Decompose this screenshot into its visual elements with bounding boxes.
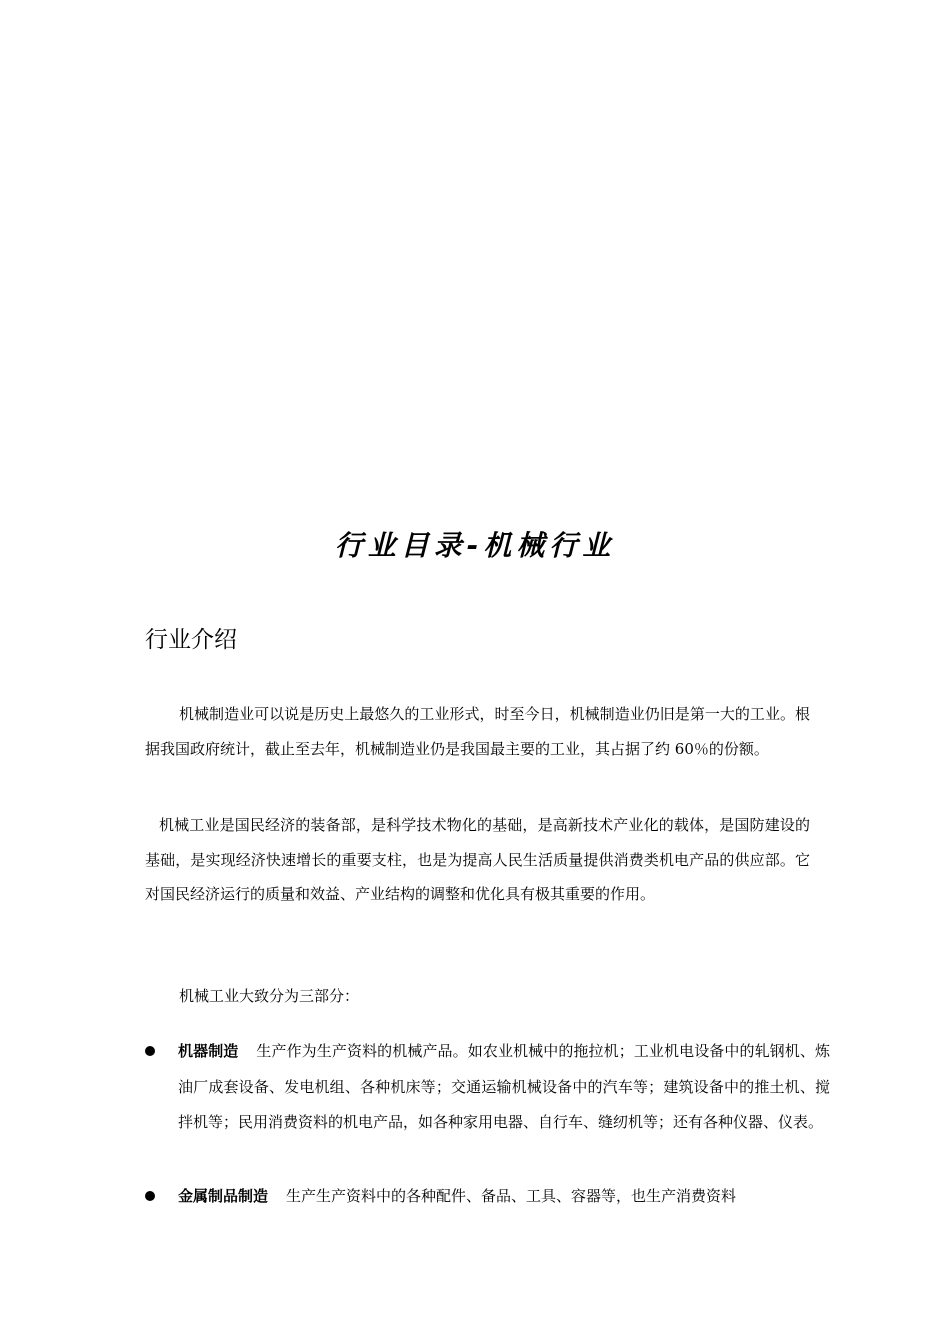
bullet-icon	[145, 1191, 155, 1201]
paragraph-categories-intro: 机械工业大致分为三部分：	[179, 987, 360, 1005]
list-item-content	[178, 1179, 830, 1215]
paragraph-role: 机械工业是国民经济的装备部，是科学技术物化的基础，是高新技术产业化的载体，是国防建设的基础，是实现经济快速增长的重要支柱，也是为提高人民生活质量提供消费类机电产品的供应部。它对国民经济运行的质量和效益、产业结构的调整和优化具有极其重要的作用。	[145, 816, 810, 903]
bullet-icon	[145, 1046, 155, 1056]
document-title: 行业目录-机械行业	[334, 529, 616, 562]
paragraph-intro: 机械制造业可以说是历史上最悠久的工业形式，时至今日，机械制造业仍旧是第一大的工业。根据我国政府统计，截止至去年，机械制造业仍是我国最主要的工业，其占据了约 60％的份额。	[145, 705, 810, 758]
section-heading: 行业介绍	[145, 627, 237, 653]
list-item-text: 生产作为生产资料的机械产品。如农业机械中的拖拉机；工业机电设备中的轧钢机、炼油厂成套设备、发电机组、各种机床等；交通运输机械设备中的汽车等；建筑设备中的推土机、搅拌机等；民用消费资料的机电产品，如各种家用电器、自行车、缝纫机等；还有各种仪器、仪表。	[178, 1042, 830, 1131]
list-item	[145, 1179, 835, 1215]
list-item	[145, 1034, 835, 1141]
list-item-label: 金属制品制造	[178, 1187, 269, 1205]
list-item-text: 生产生产资料中的各种配件、备品、工具、容器等，也生产消费资料	[286, 1187, 737, 1205]
list-item-label: 机器制造	[178, 1042, 239, 1060]
list-item-content	[178, 1034, 830, 1141]
